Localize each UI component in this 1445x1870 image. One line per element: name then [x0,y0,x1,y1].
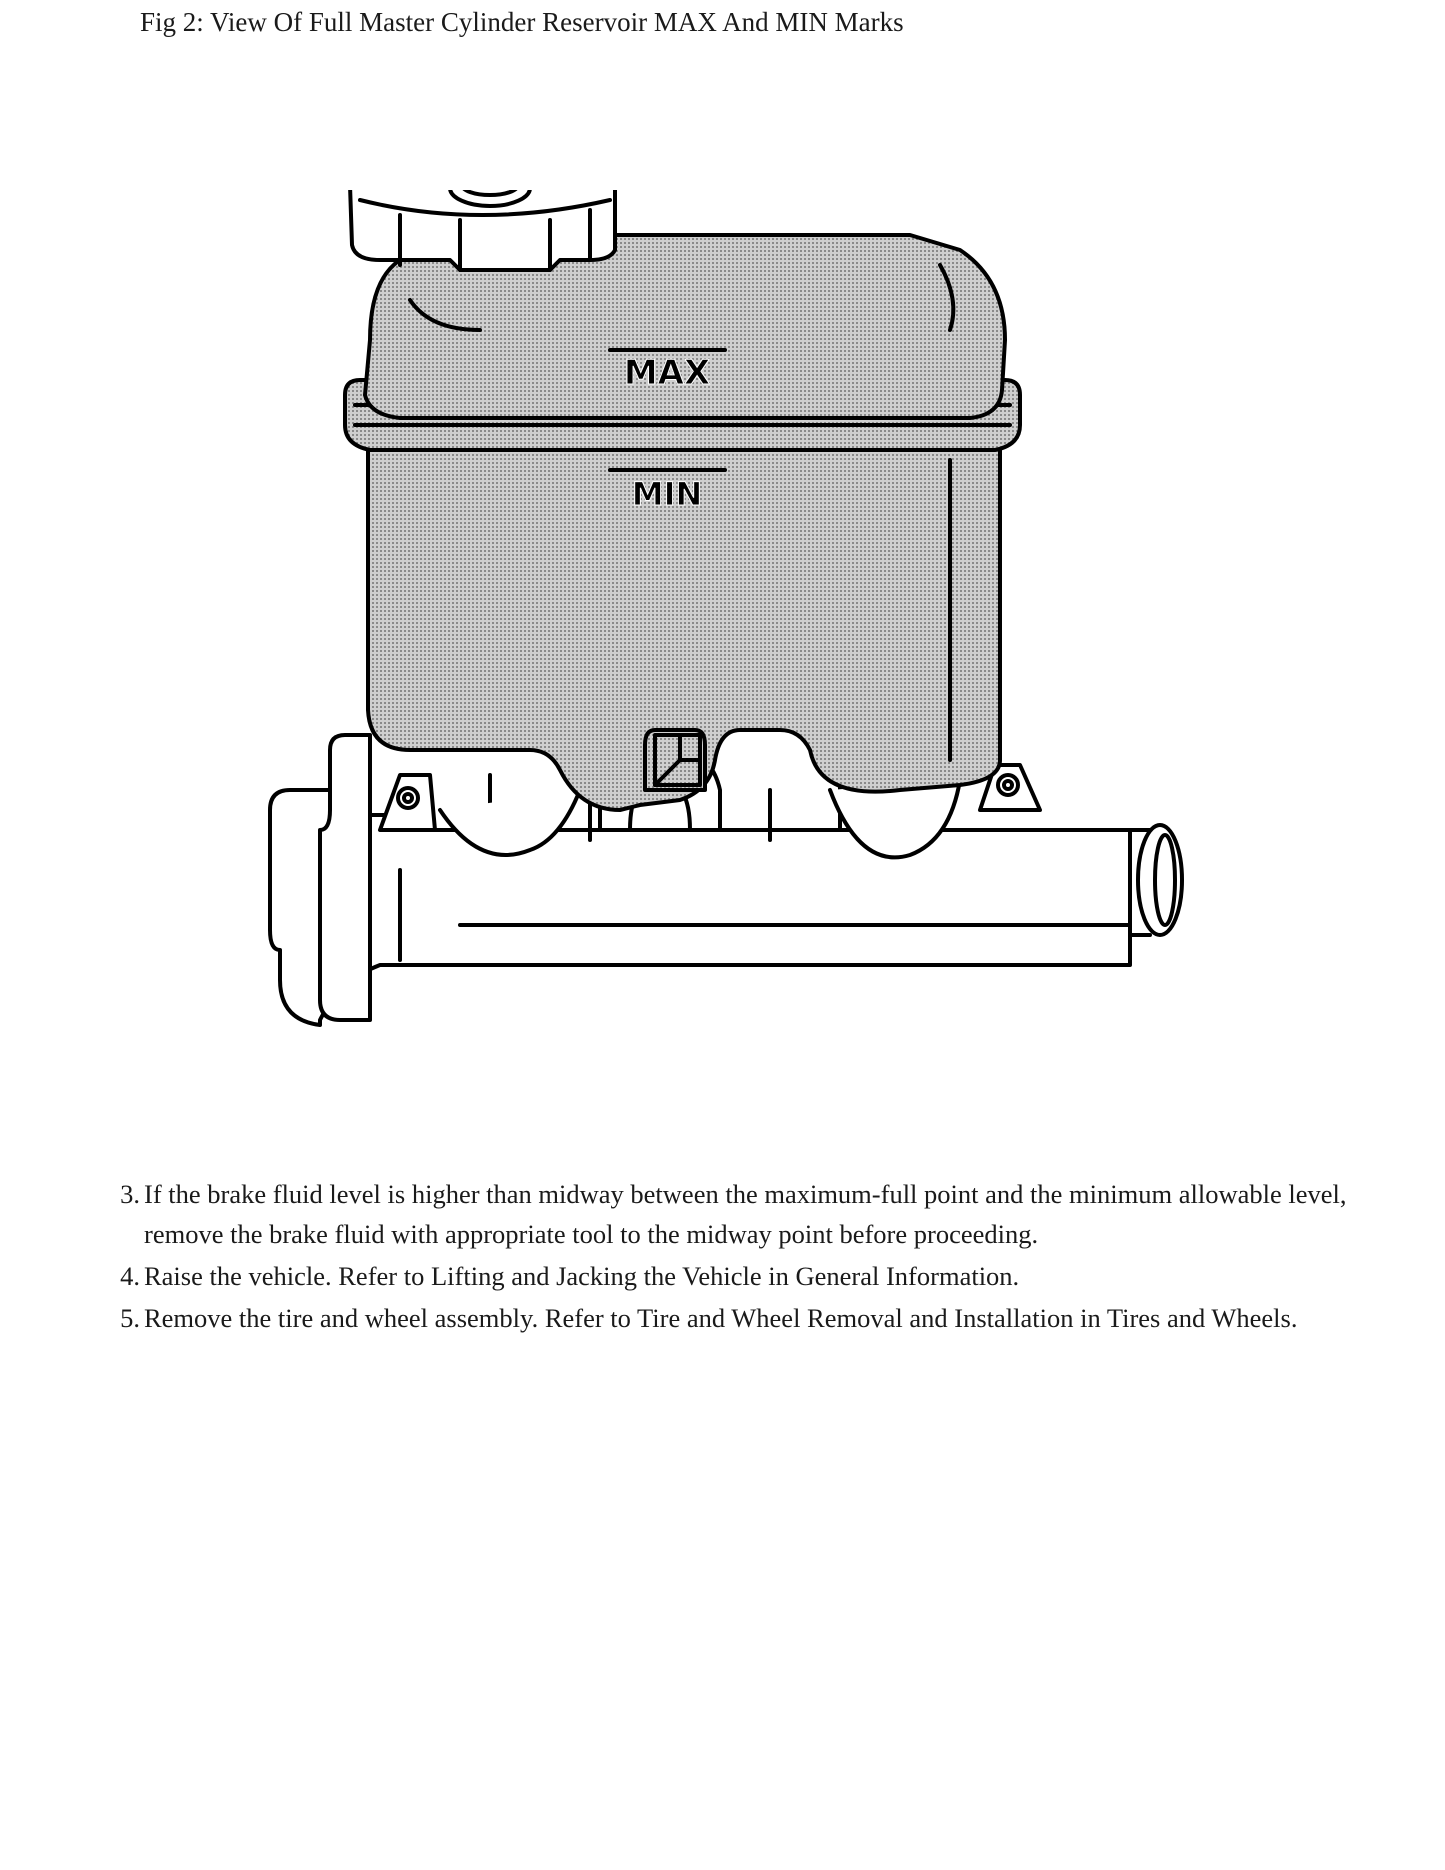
step-item [104,1298,1364,1338]
figure-caption: Fig 2: View Of Full Master Cylinder Reservoir MAX And MIN Marks [140,7,904,37]
procedure-steps [104,1174,1364,1340]
max-mark-label: MAX [623,353,711,393]
step-item [104,1174,1364,1254]
step-text: Remove the tire and wheel assembly. Refer to Tire and Wheel Removal and Installation in Tires and Wheels. [144,1303,1298,1333]
step-item [104,1256,1364,1296]
min-mark-label: MIN [631,475,703,513]
master-cylinder-illustration [260,190,1200,1040]
step-number: 4. [120,1261,140,1291]
step-text: Raise the vehicle. Refer to Lifting and Jacking the Vehicle in General Information. [144,1261,1020,1291]
step-text: If the brake fluid level is higher than midway between the maximum-full point and the minimum allowable level, remove the brake fluid with appropriate tool to the midway point before proceeding. [144,1179,1347,1249]
filler-cap [350,190,615,270]
step-number: 5. [120,1303,140,1333]
step-number: 3. [120,1179,140,1209]
